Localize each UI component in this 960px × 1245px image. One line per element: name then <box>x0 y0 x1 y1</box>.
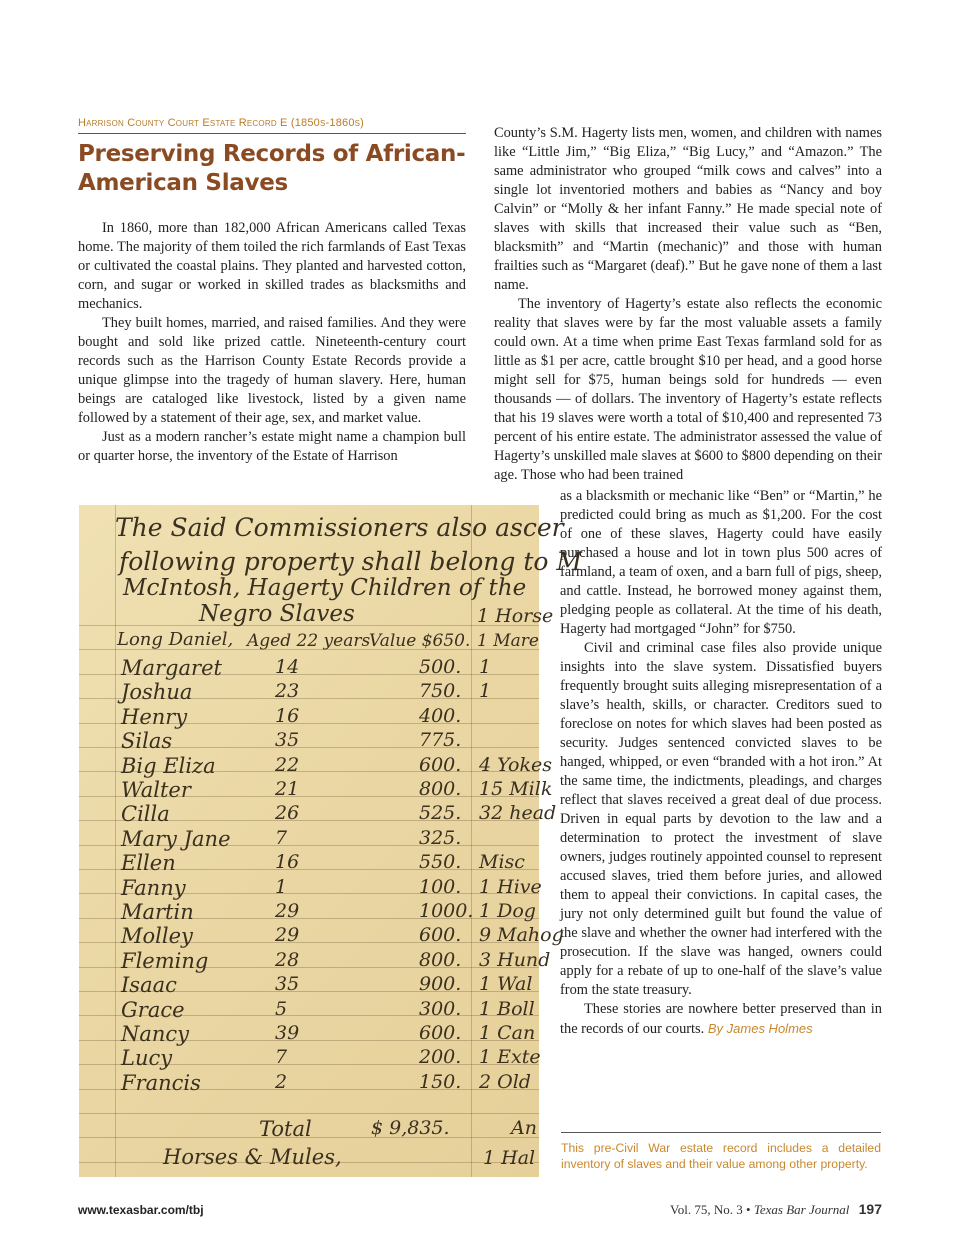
ledger-row-value: 800. <box>419 778 462 800</box>
ledger-first-side: 1 Mare <box>477 631 539 651</box>
ledger-first-name: Long Daniel, <box>117 629 234 650</box>
ledger-row-value: 600. <box>419 753 462 776</box>
ledger-row-value: 400. <box>419 704 462 727</box>
ledger-row-age: 16 <box>275 704 300 727</box>
ledger-row-side: 4 Yokes <box>479 753 552 776</box>
ledger-row-value: 325. <box>419 826 462 849</box>
image-caption: This pre-Civil War estate record includes a detailed inventory of slaves and their value among other property. <box>561 1132 881 1172</box>
page-number: 197 <box>858 1201 882 1217</box>
ledger-row-value: 600. <box>419 924 462 947</box>
ledger-row-side: 32 head <box>479 802 557 825</box>
ledger-heading-line: McIntosh, Hagerty Children of the <box>123 575 527 601</box>
ledger-row-side: 1 <box>479 656 492 678</box>
ledger-ruled-line <box>79 1113 539 1114</box>
ledger-first-value: Value $650. <box>369 631 471 651</box>
ledger-row-value: 600. <box>419 1022 462 1044</box>
ledger-row-age: 14 <box>275 656 300 678</box>
paragraph: The inventory of Hagerty’s estate also reflects the economic reality that slaves were by far the most valuable assets a family could own. At a time when prime East Texas farmland sold for as little as $1 per acre, cattle brought $10 per head, and a good horse might sell for $75, human beings sold for hundreds — even thousands — of dollars. The inventory of Hagerty’s estate reflects that his 19 slaves were worth a total of $10,400 and represented 73 percent of his entire estate. The administrator assessed the value of Hagerty’s unskilled male slaves at $600 to $800 depending on their age. Those who had been trained <box>494 296 882 483</box>
ledger-side-title: 1 Horse <box>477 605 554 627</box>
paragraph: County’s S.M. Hagerty lists men, women, and children with names like “Little Jim,” “Big Eliza,” “Big Lucy,” and “Amazon.” The same administrator who grouped “milk cows and calves” into a single lot inventoried mothers and babies as “Nancy and boy Calvin” or “Molly & her infant Fanny.” He made special note of slaves with skills that increased their value such as “Ben, blacksmith” and “Martin (mechanic)” and those with human frailties such as “Margaret (deaf).” But he gave none of them a last name. <box>494 125 882 293</box>
ledger-footer-side: 1 Hal <box>483 1147 536 1169</box>
ledger-row-value: 900. <box>419 973 462 996</box>
ledger-row-side: 1 <box>479 680 492 703</box>
ledger-row-age: 29 <box>275 924 300 947</box>
article-column-left <box>78 219 466 466</box>
closing-paragraph <box>560 1000 882 1039</box>
article-column-right-top <box>494 124 882 485</box>
ledger-row-name: Mary Jane <box>121 826 231 851</box>
ledger-footer-line: Horses & Mules, <box>163 1145 342 1169</box>
paragraph: In 1860, more than 182,000 African Americans called Texas home. The majority of them toiled the rich farmlands of East Texas or cultivated the coastal plains. They planted and harvested cotton, corn, and sugar or worked in skilled trades as blacksmiths and mechanics. <box>78 220 466 312</box>
ledger-row-value: 1000. <box>419 900 474 922</box>
paragraph: as a blacksmith or mechanic like “Ben” or “Martin,” he predicted could bring as much as $1,200. For the cost of one of these slaves, Hagerty could have easily purchased a house and lot in town plus 500 acres of farmland, a team of oxen, and a barn full of pigs, sheep, and cattle. Instead, he borrowed money against them, pledging people as collateral. At the time of his death, Hagerty had mortgaged “John” for $750. <box>560 488 882 637</box>
footer-info <box>670 1201 882 1218</box>
ledger-row-age: 28 <box>275 948 300 971</box>
ledger-total-value: $ 9,835. <box>371 1117 450 1139</box>
ledger-row-age: 22 <box>275 753 300 776</box>
ledger-row-side: 9 Mahog <box>479 924 564 947</box>
ledger-row-side: 3 Hund <box>479 948 551 971</box>
ledger-row-value: 150. <box>419 1070 462 1093</box>
ledger-row-age: 5 <box>275 997 288 1020</box>
ledger-heading-line: following property shall belong to M <box>119 547 582 576</box>
ledger-row-age: 26 <box>275 802 300 825</box>
ledger-row-value: 100. <box>419 875 462 898</box>
footer-bullet: • <box>746 1202 751 1217</box>
article-title: Preserving Records of African-American Slaves <box>78 141 466 196</box>
ledger-row-name: Big Eliza <box>121 753 216 778</box>
ledger-row-value: 525. <box>419 802 462 825</box>
ledger-row-value: 775. <box>419 729 462 752</box>
ledger-row-name: Silas <box>121 729 173 754</box>
paragraph: Civil and criminal case files also provide unique insights into the slave system. Dissatisfied buyers frequently brought suits alleging misrepresentation of a slave’s health, skills, or character. Creditors sued to foreclose on notes for which slaves had been posted as security. Judges sentenced convicted slaves to be hanged, whipped, or even “branded with a hot iron.” At the same time, the indictments, pleadings, and charges reflect that slaves received a great deal of due process. Driven in equal parts by devotion to the law and a determination to protect the investment of slave owners, judges routinely appointed counsel to represent accused slaves, tried them before juries, and allowed them to appeal their convictions. In capital cases, the jury not only determined guilt but found the value of the slave and whether the owner had interfered with the prosecution. If the slave was hanged, owners could apply for a rebate of up to one-half of the slave’s value from the state treasury. <box>560 640 882 998</box>
ledger-row-age: 21 <box>275 778 300 800</box>
ledger-row-name: Nancy <box>121 1022 190 1046</box>
ledger-row-value: 500. <box>419 656 462 678</box>
ledger-row-side: 1 Exte <box>479 1046 541 1069</box>
ledger-row-value: 800. <box>419 948 462 971</box>
ledger-row-name: Cilla <box>121 802 170 827</box>
ledger-row-age: 35 <box>275 729 300 752</box>
closing-text: These stories are nowhere better preserved than in the records of our courts. <box>560 1001 882 1037</box>
ledger-row-name: Fleming <box>121 948 209 973</box>
ledger-row-name: Fanny <box>121 875 186 900</box>
ledger-row-name: Margaret <box>121 656 222 680</box>
ledger-row-value: 750. <box>419 680 462 703</box>
ledger-total-side: An <box>511 1117 537 1139</box>
ledger-row-age: 29 <box>275 900 300 922</box>
ledger-row-name: Henry <box>121 704 188 729</box>
ledger-section-title: Negro Slaves <box>199 601 355 627</box>
ledger-row-name: Francis <box>121 1070 201 1095</box>
ledger-row-value: 200. <box>419 1046 462 1069</box>
ledger-row-side: 1 Boll <box>479 997 535 1020</box>
paragraph: They built homes, married, and raised families. And they were bought and sold like prized cattle. Nineteenth-century court records such as the Harrison County Estate Records provide a unique glimpse into the tragedy of human slavery. Here, human beings are cataloged like livestock, listed by a given name followed by a statement of their age, sex, and market value. <box>78 315 466 426</box>
ledger-row-name: Ellen <box>121 851 176 876</box>
ledger-row-name: Joshua <box>121 680 193 705</box>
ledger-row-name: Grace <box>121 997 185 1022</box>
ledger-margin-line <box>115 505 116 1177</box>
section-kicker: Harrison County Court Estate Record E (1850s-1860s) <box>78 117 466 134</box>
ledger-row-value: 300. <box>419 997 462 1020</box>
ledger-row-value: 550. <box>419 851 462 874</box>
ledger-row-age: 35 <box>275 973 300 996</box>
byline: By James Holmes <box>707 1021 813 1036</box>
ledger-row-name: Martin <box>121 900 194 924</box>
footer-issue: Vol. 75, No. 3 <box>670 1202 743 1217</box>
ledger-total-label: Total <box>259 1117 312 1141</box>
ledger-row-name: Molley <box>121 924 193 949</box>
ledger-row-side: 1 Can <box>479 1022 536 1044</box>
ledger-row-age: 2 <box>275 1070 288 1093</box>
ledger-heading-line: The Said Commissioners also ascer <box>115 513 564 542</box>
ledger-row-age: 1 <box>275 875 288 898</box>
ledger-row-side: 1 Hive <box>479 875 542 898</box>
ledger-row-name: Lucy <box>121 1046 173 1071</box>
ledger-row-side: 15 Milk <box>479 778 553 800</box>
ledger-row-side: Misc <box>479 851 525 874</box>
ledger-row-name: Walter <box>121 778 191 802</box>
ledger-row-age: 39 <box>275 1022 300 1044</box>
ledger-margin-line <box>471 505 472 1177</box>
ledger-first-age: Aged 22 years <box>247 631 371 651</box>
ledger-row-age: 7 <box>275 1046 288 1069</box>
ledger-row-side: 2 Old <box>479 1070 531 1093</box>
ledger-row-side: 1 Dog <box>479 900 536 922</box>
ledger-image <box>79 505 582 1177</box>
ledger-row-side: 1 Wal <box>479 973 533 996</box>
ledger-row-age: 7 <box>275 826 288 849</box>
footer-journal: Texas Bar Journal <box>753 1202 850 1217</box>
ledger-row-age: 16 <box>275 851 300 874</box>
paragraph: Just as a modern rancher’s estate might name a champion bull or quarter horse, the inventory of the Estate of Harrison <box>78 429 466 464</box>
ledger-row-name: Isaac <box>121 973 177 998</box>
article-column-right-bottom <box>560 487 882 1039</box>
ledger-row-age: 23 <box>275 680 300 703</box>
footer-url: www.texasbar.com/tbj <box>78 1203 204 1217</box>
